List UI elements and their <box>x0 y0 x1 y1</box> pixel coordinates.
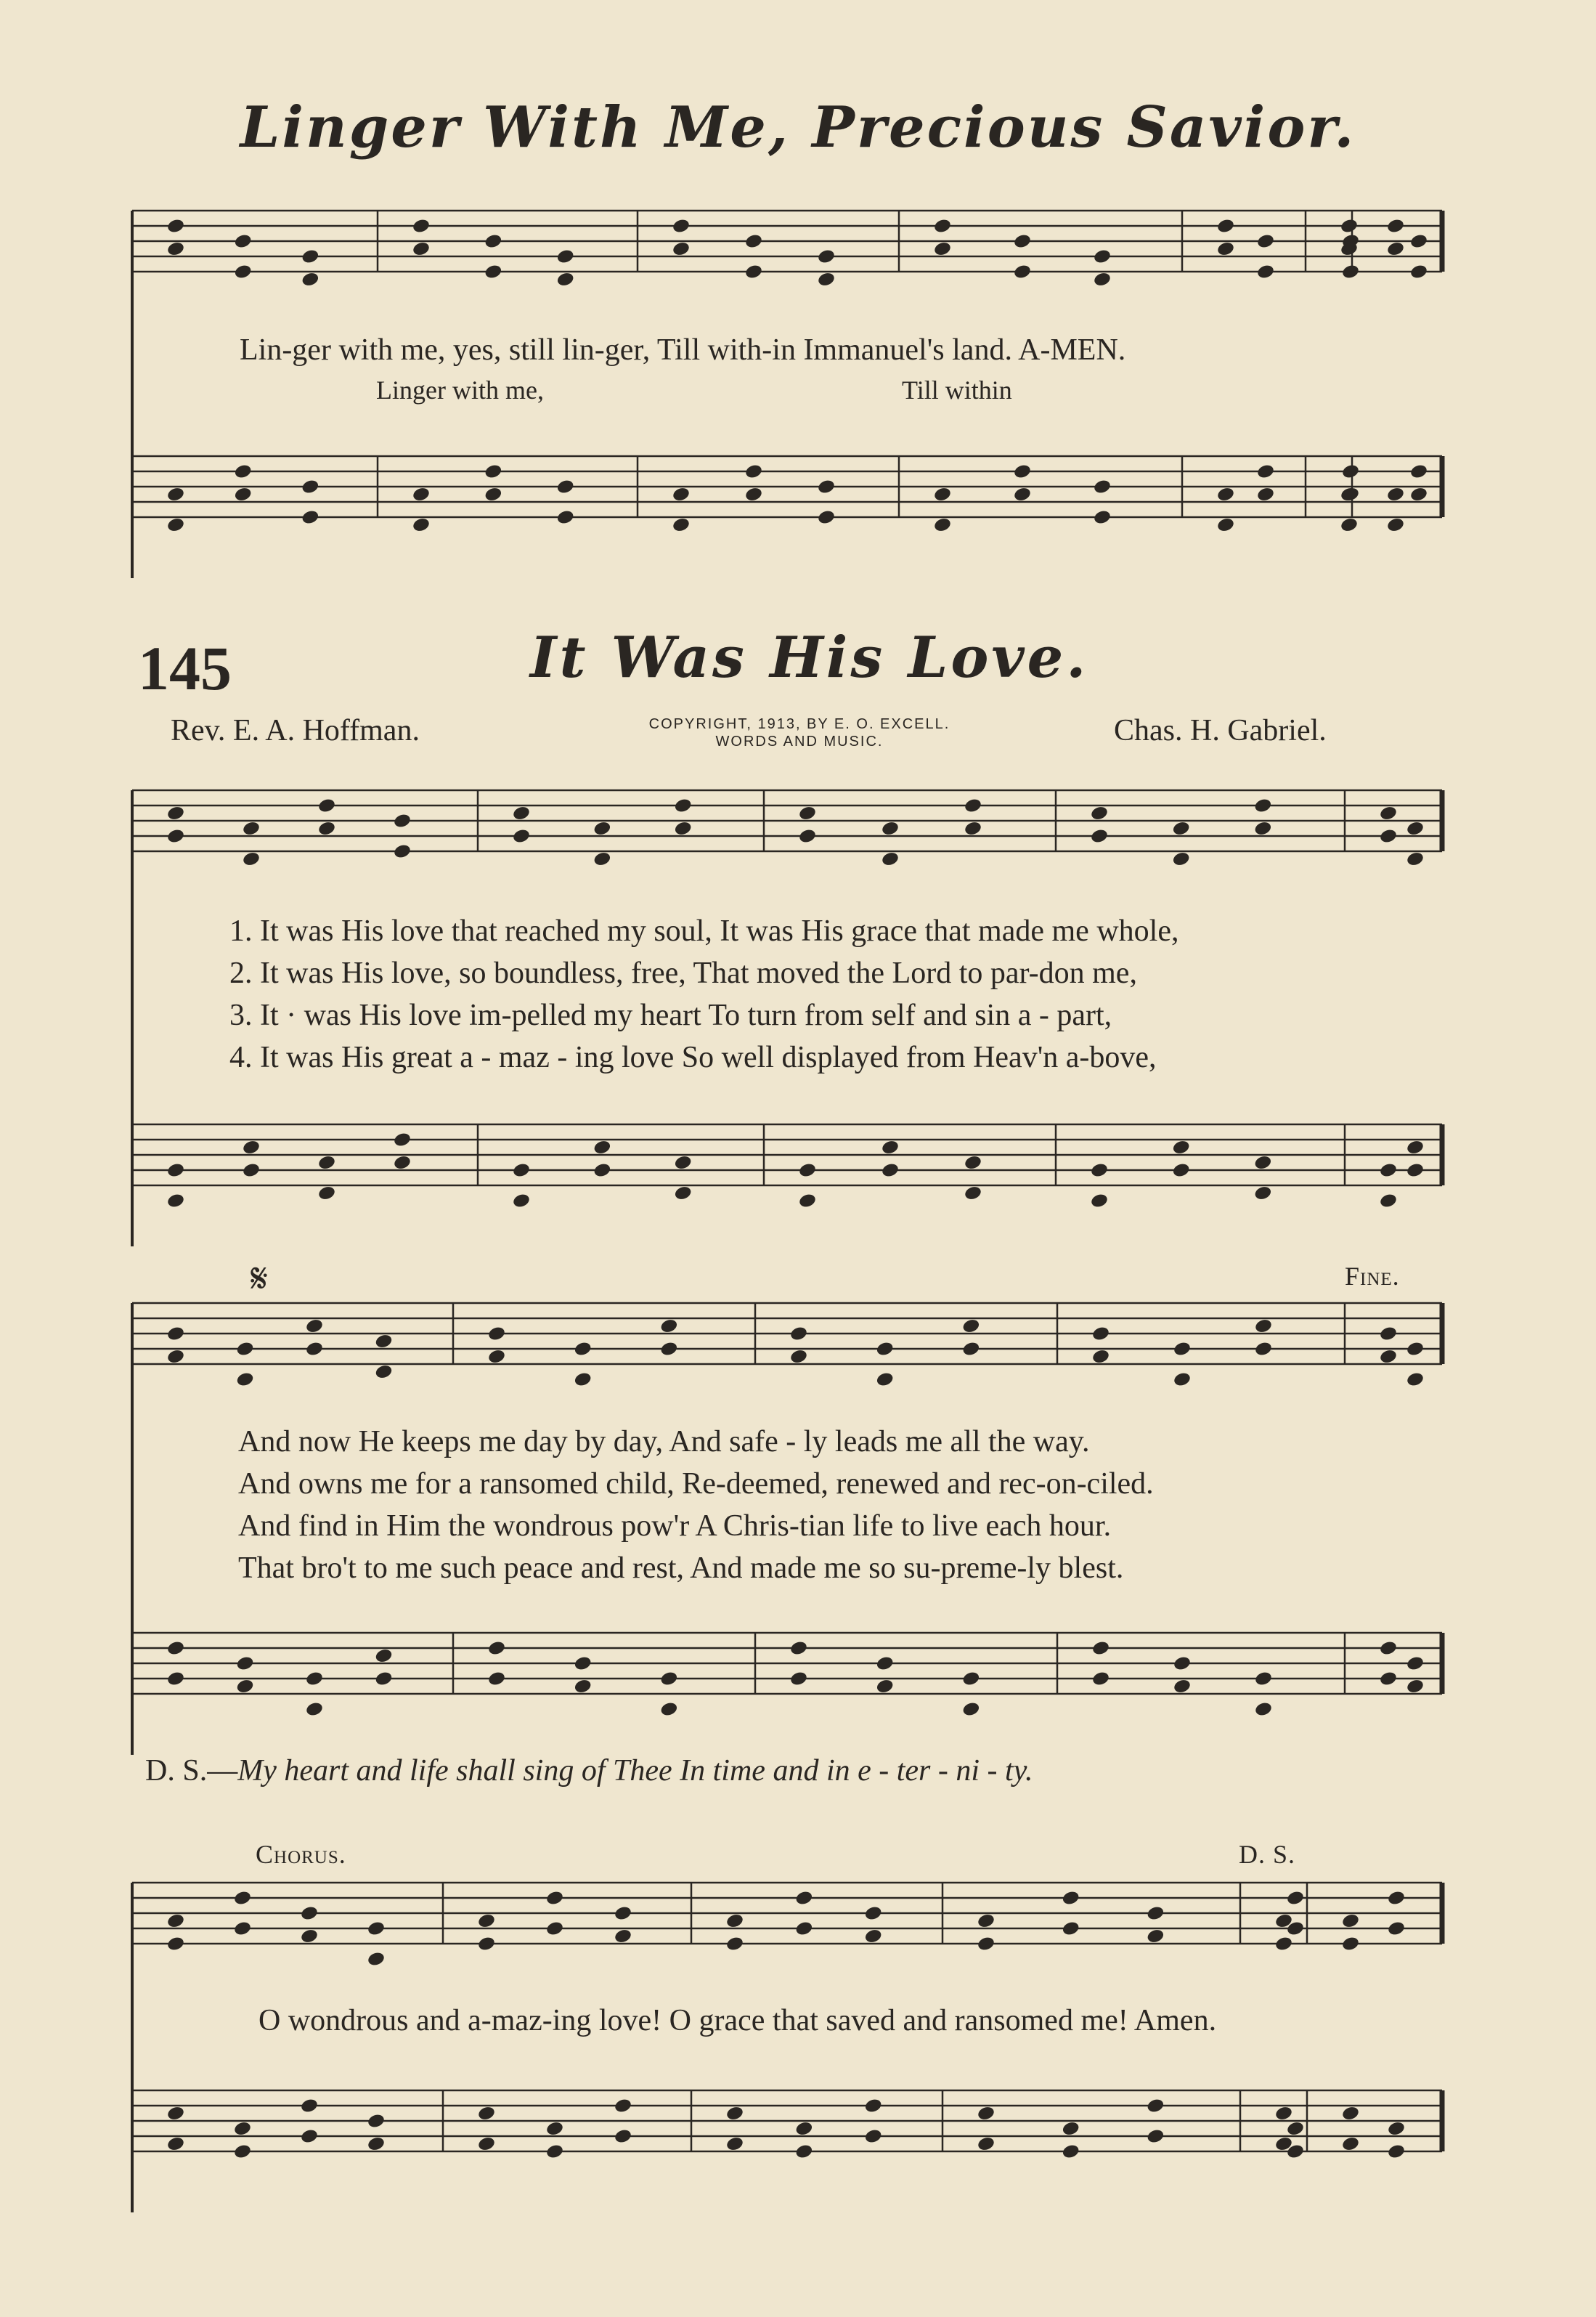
fine-label: Fine. <box>1345 1262 1400 1291</box>
copyright-notice <box>593 715 1006 750</box>
verse-1-line-2: And now He keeps me day by day, And safe - ly leads me all the way. <box>238 1425 1090 1458</box>
top-hymn-alt-lyric-1: Linger with me, <box>376 376 544 405</box>
segno-sign: 𝄋 <box>251 1255 269 1302</box>
verse-3-line-2: And find in Him the wondrous pow'r A Chris-tian life to live each hour. <box>238 1509 1112 1543</box>
copyright-line-2: WORDS AND MUSIC. <box>715 734 884 750</box>
chorus-label: Chorus. <box>256 1840 346 1869</box>
hymn-composer: Chas. H. Gabriel. <box>1114 714 1327 747</box>
verse-3-line-1: 3. It · was His love im-pelled my heart To turn from self and sin a - part, <box>229 999 1112 1032</box>
top-hymn-title: Linger With Me, Precious Savior. <box>240 94 1356 161</box>
ds-text: My heart and life shall sing of Thee In time and in e - ter - ni - ty. <box>237 1754 1033 1788</box>
chorus-lyric: O wondrous and a-maz-ing love! O grace that saved and ransomed me! Amen. <box>258 2004 1217 2037</box>
verses-part-1 <box>229 910 1178 1079</box>
hymn-author: Rev. E. A. Hoffman. <box>171 714 420 747</box>
verse-1-line-1: 1. It was His love that reached my soul, It was His grace that made me whole, <box>229 914 1179 948</box>
verse-4-line-2: That bro't to me such peace and rest, And made me so su-preme-ly blest. <box>238 1551 1124 1585</box>
hymn-number: 145 <box>138 633 232 703</box>
verses-part-2 <box>238 1421 1154 1589</box>
copyright-line-1: COPYRIGHT, 1913, BY E. O. EXCELL. <box>648 716 950 732</box>
ds-instruction <box>145 1753 1033 1788</box>
ds-prefix: D. S.— <box>145 1754 238 1788</box>
top-hymn-alt-lyric-2: Till within <box>902 376 1012 405</box>
verse-4-line-1: 4. It was His great a - maz - ing love So well displayed from Heav'n a-bove, <box>229 1041 1157 1074</box>
top-hymn-lyric: Lin-ger with me, yes, still lin-ger, Till with-in Immanuel's land. A-MEN. <box>240 333 1126 367</box>
verse-2-line-1: 2. It was His love, so boundless, free, That moved the Lord to par-don me, <box>229 957 1137 990</box>
hymn-title: It Was His Love. <box>530 625 1089 691</box>
verse-2-line-2: And owns me for a ransomed child, Re-deemed, renewed and rec-on-ciled. <box>238 1467 1154 1501</box>
ds-label: D. S. <box>1239 1840 1296 1869</box>
